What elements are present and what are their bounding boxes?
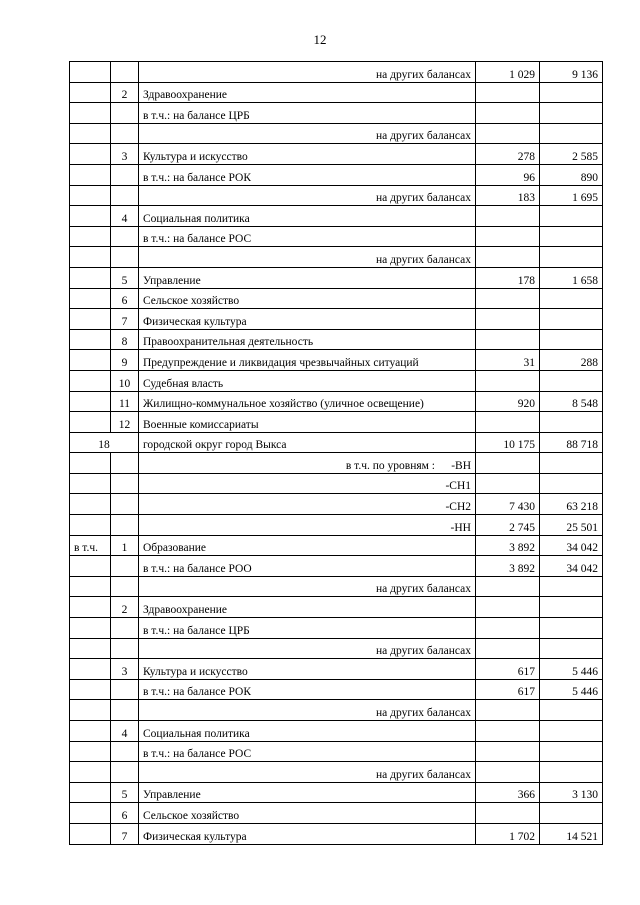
table-row [70,103,603,124]
value-cell-1 [476,762,540,783]
item-number-cell: 8 [111,329,139,350]
row-label-cell: в т.ч.: на балансе ЦРБ [139,618,476,639]
item-number-cell: 7 [111,309,139,330]
value-cell-2 [540,412,603,433]
level-code: -ВН [451,459,471,472]
row-label-cell: Социальная политика [139,206,476,227]
item-number-cell: 7 [111,823,139,844]
value-cell-1: 617 [476,679,540,700]
table-row [70,185,603,206]
row-label-cell: городской округ город Выкса [139,432,476,453]
scope-cell [70,576,111,597]
value-cell-1: 178 [476,267,540,288]
row-label-cell: в т.ч.: на балансе РОС [139,741,476,762]
table-row [70,803,603,824]
value-cell-1 [476,638,540,659]
row-label-cell: в т.ч.: на балансе ЦРБ [139,103,476,124]
value-cell-2: 34 042 [540,556,603,577]
scope-cell [70,185,111,206]
row-label-cell: на других балансах [139,576,476,597]
table-row [70,659,603,680]
value-cell-2 [540,309,603,330]
table-row [70,576,603,597]
row-label-cell: Культура и искусство [139,659,476,680]
scope-cell [70,164,111,185]
value-cell-2 [540,82,603,103]
item-number-cell: 2 [111,82,139,103]
value-cell-2 [540,226,603,247]
row-label-cell: на других балансах [139,185,476,206]
value-cell-2: 1 695 [540,185,603,206]
table-row [70,823,603,844]
value-cell-1 [476,226,540,247]
scope-cell [70,103,111,124]
item-number-cell [111,700,139,721]
value-cell-1 [476,473,540,494]
value-cell-2 [540,288,603,309]
table-row [70,412,603,433]
value-cell-1 [476,206,540,227]
scope-cell [70,473,111,494]
item-number-cell [111,103,139,124]
table-row [70,144,603,165]
row-label-cell: на других балансах [139,62,476,83]
row-label-cell: Здравоохранение [139,597,476,618]
item-number-cell: 6 [111,288,139,309]
table-row [70,82,603,103]
item-number-cell [111,247,139,268]
value-cell-2: 34 042 [540,535,603,556]
item-number-cell: 11 [111,391,139,412]
item-number-cell [111,762,139,783]
value-cell-1: 3 892 [476,556,540,577]
item-number-cell [111,123,139,144]
row-label-cell: Военные комиссариаты [139,412,476,433]
page-number: 12 [313,32,327,47]
value-cell-2 [540,721,603,742]
value-cell-1 [476,576,540,597]
value-cell-1: 617 [476,659,540,680]
scope-cell [70,556,111,577]
row-label-cell: Физическая культура [139,309,476,330]
value-cell-1: 1 702 [476,823,540,844]
table-row [70,391,603,412]
item-number-cell: 12 [111,412,139,433]
item-number-cell [111,576,139,597]
scope-cell [70,700,111,721]
value-cell-2 [540,473,603,494]
item-number-cell [111,638,139,659]
row-label-cell: в т.ч.: на балансе РОК [139,679,476,700]
value-cell-2 [540,803,603,824]
item-number-cell [111,185,139,206]
table-row [70,782,603,803]
scope-cell [70,62,111,83]
scope-cell [70,267,111,288]
row-label-cell: в т.ч.: на балансе РОС [139,226,476,247]
table-row [70,329,603,350]
table-row [70,638,603,659]
value-cell-2: 3 130 [540,782,603,803]
scope-cell [70,226,111,247]
row-label-cell: на других балансах [139,700,476,721]
scope-cell [70,144,111,165]
level-label: в т.ч. по уровням : [345,459,435,472]
row-label-cell: -СН1 [139,473,476,494]
table-row [70,679,603,700]
row-label-cell: Сельское хозяйство [139,288,476,309]
table-row [70,721,603,742]
value-cell-1 [476,329,540,350]
value-cell-1 [476,741,540,762]
value-cell-2: 5 446 [540,659,603,680]
item-number-cell: 2 [111,597,139,618]
value-cell-1 [476,721,540,742]
value-cell-1 [476,247,540,268]
item-number-cell [111,679,139,700]
value-cell-2: 9 136 [540,62,603,83]
scope-cell [70,247,111,268]
row-label-cell: Культура и искусство [139,144,476,165]
scope-cell [70,370,111,391]
item-number-cell: 10 [111,370,139,391]
scope-cell [70,638,111,659]
value-cell-2: 1 658 [540,267,603,288]
table-row [70,226,603,247]
value-cell-1 [476,803,540,824]
value-cell-1: 7 430 [476,494,540,515]
value-cell-2 [540,762,603,783]
scope-cell [70,453,111,474]
value-cell-2: 88 718 [540,432,603,453]
item-number-cell [111,741,139,762]
row-label-cell: в т.ч.: на балансе РОО [139,556,476,577]
scope-cell [70,741,111,762]
table-row [70,453,603,474]
table-row [70,597,603,618]
scope-cell [70,329,111,350]
item-number-cell: 5 [111,782,139,803]
value-cell-2 [540,618,603,639]
item-number-cell [111,164,139,185]
item-number-cell: 5 [111,267,139,288]
scope-cell [70,494,111,515]
row-label-cell: Здравоохранение [139,82,476,103]
row-label-cell: Судебная власть [139,370,476,391]
table-row [70,350,603,371]
value-cell-2 [540,638,603,659]
row-label-cell: Физическая культура [139,823,476,844]
item-number-cell: 3 [111,659,139,680]
table-row [70,309,603,330]
value-cell-1 [476,309,540,330]
table-body [70,62,603,845]
table-row [70,473,603,494]
scope-cell [70,721,111,742]
value-cell-1 [476,597,540,618]
item-number-cell: 9 [111,350,139,371]
value-cell-2: 63 218 [540,494,603,515]
item-number-cell [111,473,139,494]
value-cell-2: 2 585 [540,144,603,165]
value-cell-1: 278 [476,144,540,165]
scope-cell [70,679,111,700]
item-number-cell [111,453,139,474]
table-row [70,535,603,556]
scope-cell [70,803,111,824]
row-label-cell: Правоохранительная деятельность [139,329,476,350]
scope-cell [70,288,111,309]
value-cell-2: 14 521 [540,823,603,844]
scope-cell [70,597,111,618]
table-row [70,370,603,391]
value-cell-1 [476,453,540,474]
table-row [70,556,603,577]
value-cell-1 [476,700,540,721]
row-label-cell [139,453,476,474]
table-row [70,432,603,453]
row-label-cell: на других балансах [139,638,476,659]
table-row [70,206,603,227]
scope-cell [70,206,111,227]
value-cell-2 [540,247,603,268]
table-row [70,247,603,268]
table-row [70,762,603,783]
scope-cell [70,309,111,330]
row-label-cell: на других балансах [139,762,476,783]
item-number-cell [111,226,139,247]
scope-cell [70,515,111,536]
table-row [70,123,603,144]
value-cell-1 [476,618,540,639]
value-cell-1: 920 [476,391,540,412]
row-label-cell: Управление [139,782,476,803]
item-number-cell [111,62,139,83]
row-label-cell: Управление [139,267,476,288]
value-cell-1 [476,82,540,103]
item-number-cell: 1 [111,535,139,556]
scope-cell [70,350,111,371]
row-label-cell: Предупреждение и ликвидация чрезвычайных ситуаций [139,350,476,371]
value-cell-2 [540,370,603,391]
scope-cell [70,782,111,803]
table-row [70,494,603,515]
scope-cell [70,823,111,844]
value-cell-1 [476,123,540,144]
value-cell-2 [540,206,603,227]
value-cell-1 [476,370,540,391]
table-row [70,164,603,185]
item-number-cell: 4 [111,721,139,742]
row-label-cell: Образование [139,535,476,556]
value-cell-2 [540,123,603,144]
table-row [70,741,603,762]
value-cell-2 [540,576,603,597]
scope-cell [70,618,111,639]
value-cell-2 [540,103,603,124]
value-cell-2: 5 446 [540,679,603,700]
item-number-cell: 3 [111,144,139,165]
data-table [69,61,603,845]
table-row [70,267,603,288]
item-number-cell: 6 [111,803,139,824]
value-cell-2: 288 [540,350,603,371]
scope-cell [70,412,111,433]
scope-cell [70,391,111,412]
item-number-cell [111,494,139,515]
value-cell-1 [476,103,540,124]
scope-cell: в т.ч. [70,535,111,556]
scope-cell [70,123,111,144]
value-cell-1 [476,412,540,433]
row-label-cell: Социальная политика [139,721,476,742]
row-label-cell: на других балансах [139,247,476,268]
value-cell-1: 366 [476,782,540,803]
item-number-cell [111,556,139,577]
row-label-cell: -СН2 [139,494,476,515]
value-cell-1: 1 029 [476,62,540,83]
item-number-cell: 4 [111,206,139,227]
value-cell-2 [540,741,603,762]
table-row [70,700,603,721]
row-label-cell: Жилищно-коммунальное хозяйство (уличное освещение) [139,391,476,412]
value-cell-1: 3 892 [476,535,540,556]
region-number-cell: 18 [70,432,139,453]
row-label-cell: -НН [139,515,476,536]
value-cell-2 [540,329,603,350]
scope-cell [70,659,111,680]
value-cell-1: 2 745 [476,515,540,536]
scope-cell [70,82,111,103]
table-row [70,618,603,639]
scope-cell [70,762,111,783]
value-cell-2 [540,700,603,721]
value-cell-2 [540,453,603,474]
value-cell-1: 96 [476,164,540,185]
value-cell-2 [540,597,603,618]
value-cell-1: 31 [476,350,540,371]
table-row [70,288,603,309]
item-number-cell [111,618,139,639]
row-label-cell: на других балансах [139,123,476,144]
table-row [70,515,603,536]
value-cell-1 [476,288,540,309]
table-row [70,62,603,83]
value-cell-2: 8 548 [540,391,603,412]
value-cell-2: 25 501 [540,515,603,536]
value-cell-1: 183 [476,185,540,206]
item-number-cell [111,515,139,536]
value-cell-2: 890 [540,164,603,185]
row-label-cell: Сельское хозяйство [139,803,476,824]
row-label-cell: в т.ч.: на балансе РОК [139,164,476,185]
value-cell-1: 10 175 [476,432,540,453]
